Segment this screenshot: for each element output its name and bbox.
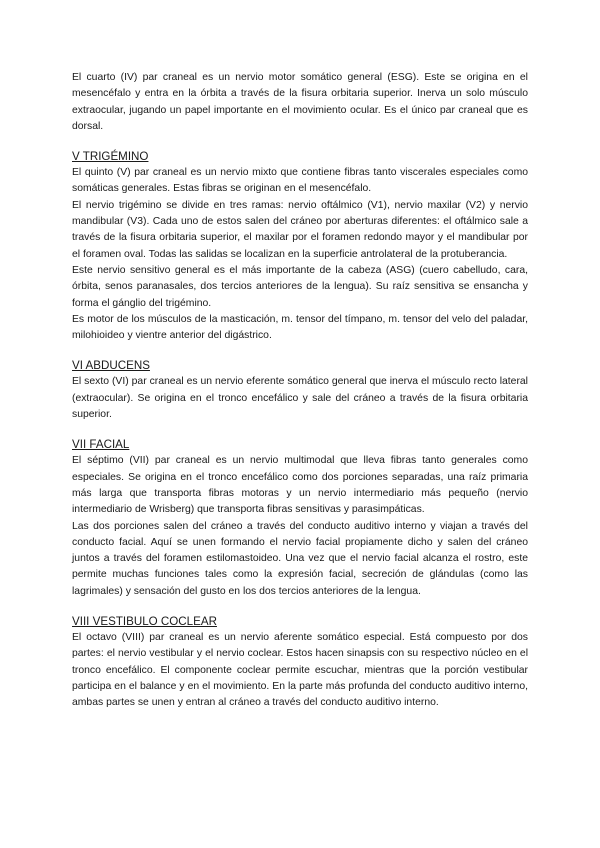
section-vestibulo-coclear <box>72 614 528 711</box>
section-abducens <box>72 358 528 423</box>
intro-paragraph: El cuarto (IV) par craneal es un nervio motor somático general (ESG). Este se origina en el mesencéfalo y entra en la órbita a través de la fisura orbitaria superior. Inerva un solo músculo extraocular, jugando un papel importante en el movimiento ocular. Es el único par craneal que es dorsal. <box>72 72 528 132</box>
section-paragraph: Es motor de los músculos de la masticación, m. tensor del tímpano, m. tensor del velo del paladar, milohioideo y vientre anterior del digástrico. <box>72 313 528 342</box>
section-paragraph: Este nervio sensitivo general es el más importante de la cabeza (ASG) (cuero cabelludo, cara, órbita, senos paranasales, dos tercios anteriores de la lengua). Su raíz sensitiva se ensancha y forma el gánglio del trigémino. <box>72 264 528 309</box>
section-heading: VII FACIAL <box>72 438 130 452</box>
section-paragraph: Las dos porciones salen del cráneo a través del conducto auditivo interno y viajan a través del conducto facial. Aquí se unen formando el nervio facial propiamente dicho y salen del cráneo juntos a través del foramen estilomastoideo. Una vez que el nervio facial alcanza el rostro, este permite muchas funciones tales como la expresión facial, secreción de glándulas (como las lagrimales) y sensación del gusto en los dos tercios anteriores de la lengua. <box>72 520 528 597</box>
section-heading: VI ABDUCENS <box>72 359 150 373</box>
section-paragraph: El sexto (VI) par craneal es un nervio eferente somático general que inerva el músculo recto lateral (extraocular). Se origina en el tronco encefálico y sale del cráneo a través de la fisura orbitaria superior. <box>72 376 528 421</box>
section-trigemino <box>72 149 528 344</box>
section-paragraph: El séptimo (VII) par craneal es un nervio multimodal que lleva fibras tanto generales como especiales. Se origina en el tronco encefálico como dos porciones separadas, una raíz primaria más larga que transporta fibras motoras y un nervio intermediario más pequeño (nervio intermediario de Wrisberg) que transporta fibras sensitivas y parasimpáticas. <box>72 455 528 516</box>
section-paragraph: El nervio trigémino se divide en tres ramas: nervio oftálmico (V1), nervio maxilar (V2) y nervio mandibular (V3). Cada uno de estos salen del cráneo por aberturas diferentes: el oftálmico sale a través de la fisura orbitaria superior, el maxilar por el foramen redondo mayor y el mandibular por el foramen oval. Todas las salidas se localizan en la superficie antrolateral de la protuberancia. <box>72 199 528 260</box>
section-heading: V TRIGÉMINO <box>72 150 149 164</box>
section-paragraph: El octavo (VIII) par craneal es un nervio aferente somático especial. Está compuesto por dos partes: el nervio vestibular y el nervio coclear. Estos hacen sinapsis con su respectivo núcleo en el tronco encefálico. El componente coclear permite escuchar, mientras que la porción vestibular participa en el balance y en el movimiento. En la parte más profunda del conducto auditivo interno, ambas partes se unen y entran al cráneo a través del conducto auditivo interno. <box>72 632 528 709</box>
section-heading: VIII VESTIBULO COCLEAR <box>72 615 217 629</box>
document-page <box>72 70 528 712</box>
section-paragraph: El quinto (V) par craneal es un nervio mixto que contiene fibras tanto viscerales especiales como somáticas generales. Estas fibras se originan en el mesencéfalo. <box>72 167 528 195</box>
section-facial <box>72 437 528 600</box>
